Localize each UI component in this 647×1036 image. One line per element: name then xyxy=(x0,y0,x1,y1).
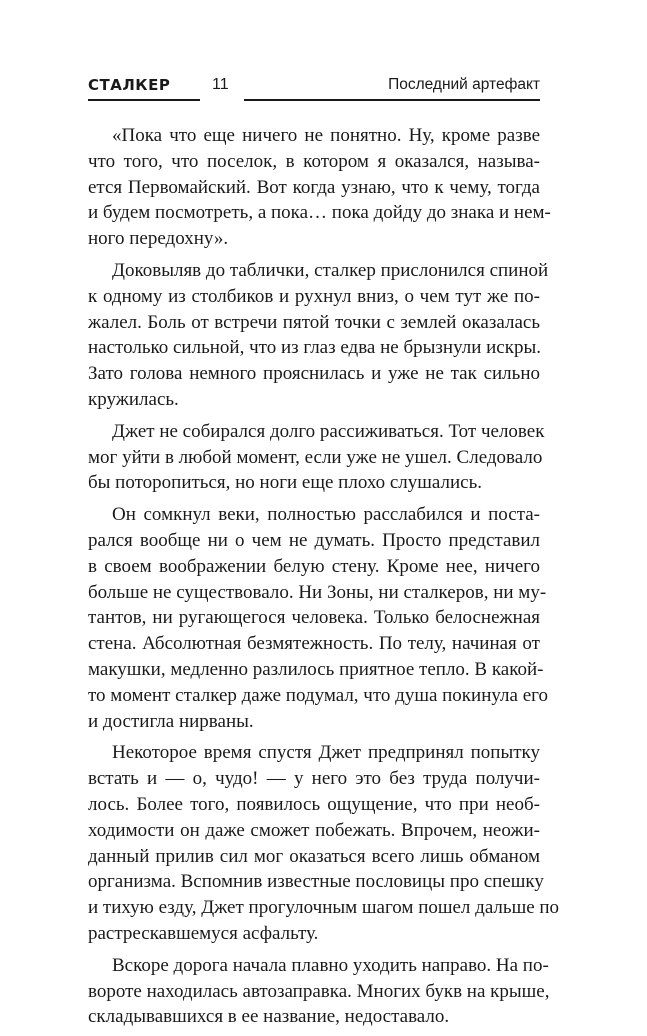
text-line: ного передохну». xyxy=(88,228,229,250)
text-line: бы поторопиться, но ноги еще плохо слушались. xyxy=(88,472,483,494)
text-line: стена. Абсолютная безмятежность. По телу, начиная от xyxy=(88,633,540,655)
text-line: Зато голова немного прояснилась и уже не так сильно xyxy=(88,363,540,385)
text-line: «Пока что еще ничего не понятно. Ну, кроме разве xyxy=(112,125,540,146)
text-line: ется Первомайский. Вот когда узнаю, что к чему, тогда xyxy=(88,176,540,198)
paragraph xyxy=(88,953,550,1030)
text-line: настолько сильной, что из глаз едва не брызнули искры. xyxy=(88,337,541,359)
paragraph xyxy=(88,502,548,734)
text-line: растрескавшемуся асфальту. xyxy=(88,922,319,944)
text-line: Некоторое время спустя Джет предпринял попытку xyxy=(112,742,540,764)
text-line: складывавшихся в ее название, недоставало. xyxy=(88,1006,450,1028)
running-header xyxy=(88,70,540,102)
text-line: мог уйти в любой момент, если уже не ушел. Следовало xyxy=(88,446,543,468)
text-line: встать и — о, чудо! — у него это без труда получи- xyxy=(88,768,540,790)
text-line: и будем посмотреть, а пока… пока дойду до знака и нем- xyxy=(88,202,551,224)
body-text xyxy=(88,123,560,1036)
text-line: и тихую езду, Джет прогулочным шагом пошел дальше по xyxy=(88,897,560,919)
text-line: Вскоре дорога начала плавно уходить направо. На по- xyxy=(112,954,549,976)
header-rule-right xyxy=(244,99,540,101)
paragraph xyxy=(88,419,545,496)
paragraph xyxy=(88,258,549,413)
page-number: 11 xyxy=(212,76,229,93)
header-rule-left xyxy=(88,99,200,101)
paragraph xyxy=(88,123,551,252)
series-title: СТАЛКЕР xyxy=(88,76,171,94)
text-line: жалел. Боль от встречи пятой точки с землей оказалась xyxy=(88,311,540,333)
text-line: лось. Более того, появилось ощущение, что при необ- xyxy=(88,793,540,815)
text-line: то момент сталкер даже подумал, что душа покинула его xyxy=(88,684,548,706)
text-line: ходимости он даже сможет побежать. Впрочем, неожи- xyxy=(88,819,540,841)
text-line: данный прилив сил мог оказаться всего лишь обманом xyxy=(88,845,540,867)
text-line: организма. Вспомнив известные пословицы про спешку xyxy=(88,871,544,893)
text-line: и достигла нирваны. xyxy=(88,710,254,732)
text-line: что того, что поселок, в котором я оказался, называ- xyxy=(88,150,540,172)
text-line: больше не существовало. Ни Зоны, ни сталкеров, ни му- xyxy=(88,581,547,603)
text-line: тантов, ни ругающегося человека. Только белоснежная xyxy=(88,607,540,629)
text-line: к одному из столбиков и рухнул вниз, о чем тут же по- xyxy=(88,285,540,307)
text-line: вороте находилась автозаправка. Многих букв на крыше, xyxy=(88,980,550,1002)
paragraph xyxy=(88,740,560,946)
text-line: кружилась. xyxy=(88,388,179,410)
text-line: рался вообще ни о чем не думать. Просто представил xyxy=(88,529,540,551)
book-title: Последний артефакт xyxy=(388,76,540,93)
text-line: Доковыляв до таблички, сталкер прислонился спиной xyxy=(112,259,549,281)
text-line: макушки, медленно разлилось приятное тепло. В какой- xyxy=(88,658,544,680)
text-line: Джет не собирался долго рассиживаться. Тот человек xyxy=(112,420,545,442)
text-line: в своем воображении белую стену. Кроме нее, ничего xyxy=(88,555,540,577)
text-line: Он сомкнул веки, полностью расслабился и поста- xyxy=(112,504,540,526)
